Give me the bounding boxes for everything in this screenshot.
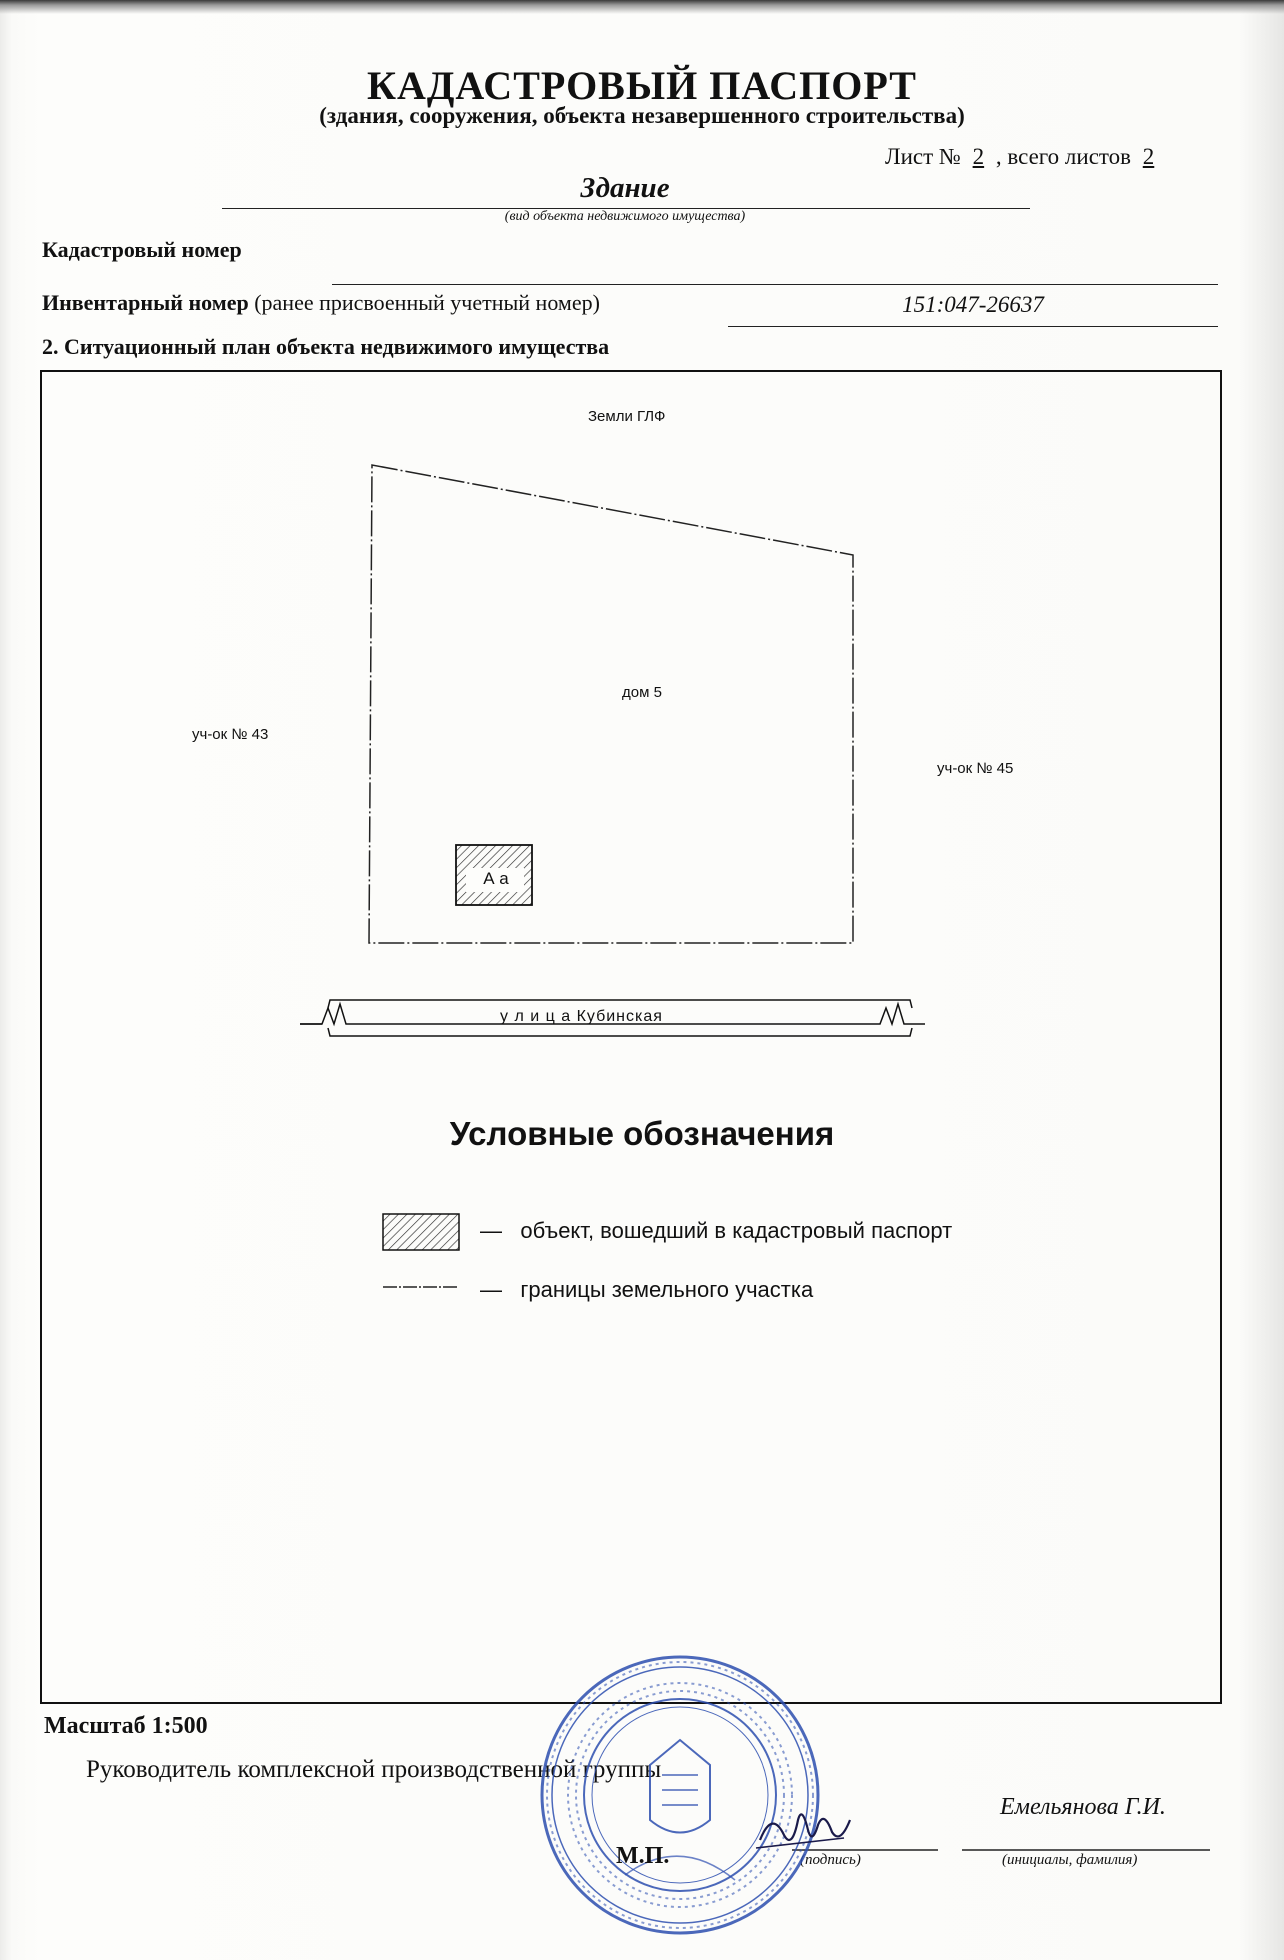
building-code: А а <box>483 869 509 888</box>
head-position-label: Руководитель комплексной производственной группы <box>86 1756 662 1783</box>
north-neighbor-label: Земли ГЛФ <box>588 408 666 425</box>
land-plot-boundary <box>369 465 853 943</box>
signer-name: Емельянова Г.И. <box>1000 1794 1166 1820</box>
legend-dash: — <box>480 1277 502 1302</box>
legend-title: Условные обозначения <box>449 1115 835 1152</box>
legend-item-boundary <box>480 1277 813 1303</box>
document-title: КАДАСТРОВЫЙ ПАСПОРТ <box>367 63 917 108</box>
scale-label: Масштаб 1:500 <box>44 1713 208 1739</box>
section-heading: 2. Ситуационный план объекта недвижимого имущества <box>42 334 610 359</box>
legend-text: границы земельного участка <box>520 1277 814 1302</box>
name-caption: (инициалы, фамилия) <box>1002 1852 1138 1868</box>
handwritten-signature <box>752 1790 862 1860</box>
object-type-caption: (вид объекта недвижимого имущества) <box>504 209 746 224</box>
right-plot-label: уч-ок № 45 <box>937 760 1014 777</box>
left-plot-label: уч-ок № 43 <box>192 726 269 743</box>
house-label: дом 5 <box>622 684 662 701</box>
signature-caption: (подпись) <box>800 1852 861 1868</box>
total-sheets: 2 <box>1142 144 1155 169</box>
stamp-place-label: М.П. <box>616 1843 670 1869</box>
object-type: Здание <box>580 172 670 204</box>
inventory-value: 151:047-26637 <box>902 292 1044 317</box>
legend-hatch-sample <box>383 1214 459 1250</box>
inventory-label-rest: (ранее присвоенный учетный номер) <box>248 290 600 315</box>
legend-dash: — <box>480 1218 502 1243</box>
street-name: у л и ц а Кубинская <box>500 1008 663 1025</box>
sheet-number: 2 <box>972 144 985 169</box>
legend-text: объект, вошедший в кадастровый паспорт <box>520 1218 953 1243</box>
legend-item-object <box>480 1218 952 1244</box>
cadastral-label: Кадастровый номер <box>42 237 242 262</box>
total-label: , всего листов <box>995 144 1132 169</box>
document-subtitle: (здания, сооружения, объекта незавершенного строительства) <box>319 103 965 128</box>
inventory-label-bold: Инвентарный номер <box>42 290 249 315</box>
sheet-label: Лист № <box>885 144 961 169</box>
